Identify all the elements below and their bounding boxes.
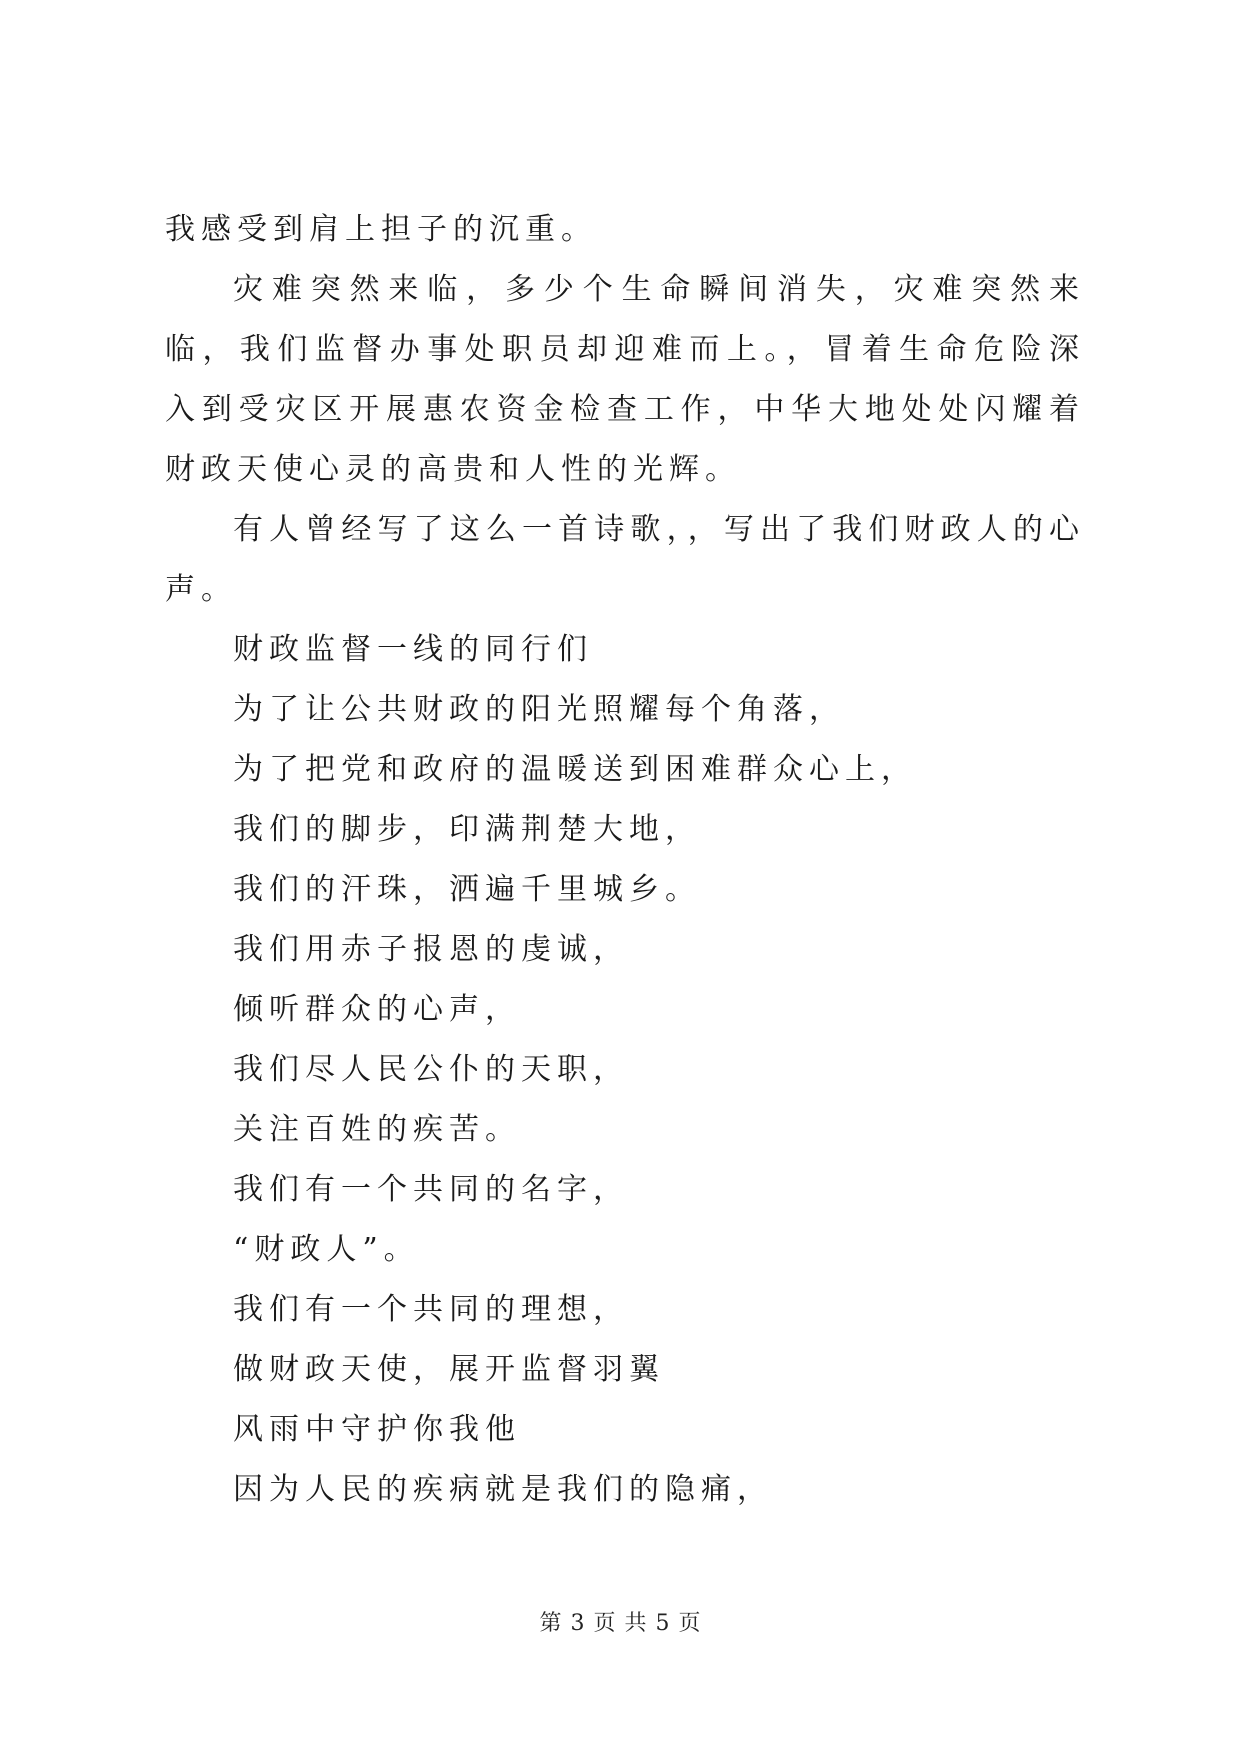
poem-line: 为了让公共财政的阳光照耀每个角落， — [233, 692, 845, 727]
poem-line: 因为人民的疾病就是我们的隐痛， — [233, 1472, 773, 1507]
poem-line: 倾听群众的心声， — [233, 992, 521, 1027]
paragraph-continuation: 我感受到肩上担子的沉重。 — [165, 212, 597, 247]
poem — [165, 620, 1085, 1520]
poem-line: 财政监督一线的同行们 — [233, 632, 593, 667]
poem-line: 我们的汗珠，洒遍千里城乡。 — [233, 872, 701, 907]
poem-line: 我们有一个共同的名字， — [233, 1172, 629, 1207]
poem-line: 我们尽人民公仆的天职， — [233, 1052, 629, 1087]
poem-line: 为了把党和政府的温暖送到困难群众心上， — [233, 752, 917, 787]
poem-line: 我们的脚步，印满荆楚大地， — [233, 812, 701, 847]
document-body — [165, 200, 1085, 1520]
poem-line: 关注百姓的疾苦。 — [233, 1112, 521, 1147]
poem-line: 风雨中守护你我他 — [233, 1412, 521, 1447]
paragraph-disaster: 灾难突然来临，多少个生命瞬间消失，灾难突然来临，我们监督办事处职员却迎难而上。，冒着生命危险深入到受灾区开展惠农资金检查工作，中华大地处处闪耀着财政天使心灵的高贵和人性的光辉。 — [165, 272, 1085, 487]
poem-line: 做财政天使，展开监督羽翼 — [233, 1352, 665, 1387]
poem-line: 我们有一个共同的理想， — [233, 1292, 629, 1327]
page-number-footer: 第 3 页 共 5 页 — [539, 1611, 702, 1636]
poem-line: 我们用赤子报恩的虔诚， — [233, 932, 629, 967]
paragraph-poem-intro: 有人曾经写了这么一首诗歌，，写出了我们财政人的心声。 — [165, 512, 1085, 607]
poem-line: “财政人”。 — [233, 1232, 420, 1267]
